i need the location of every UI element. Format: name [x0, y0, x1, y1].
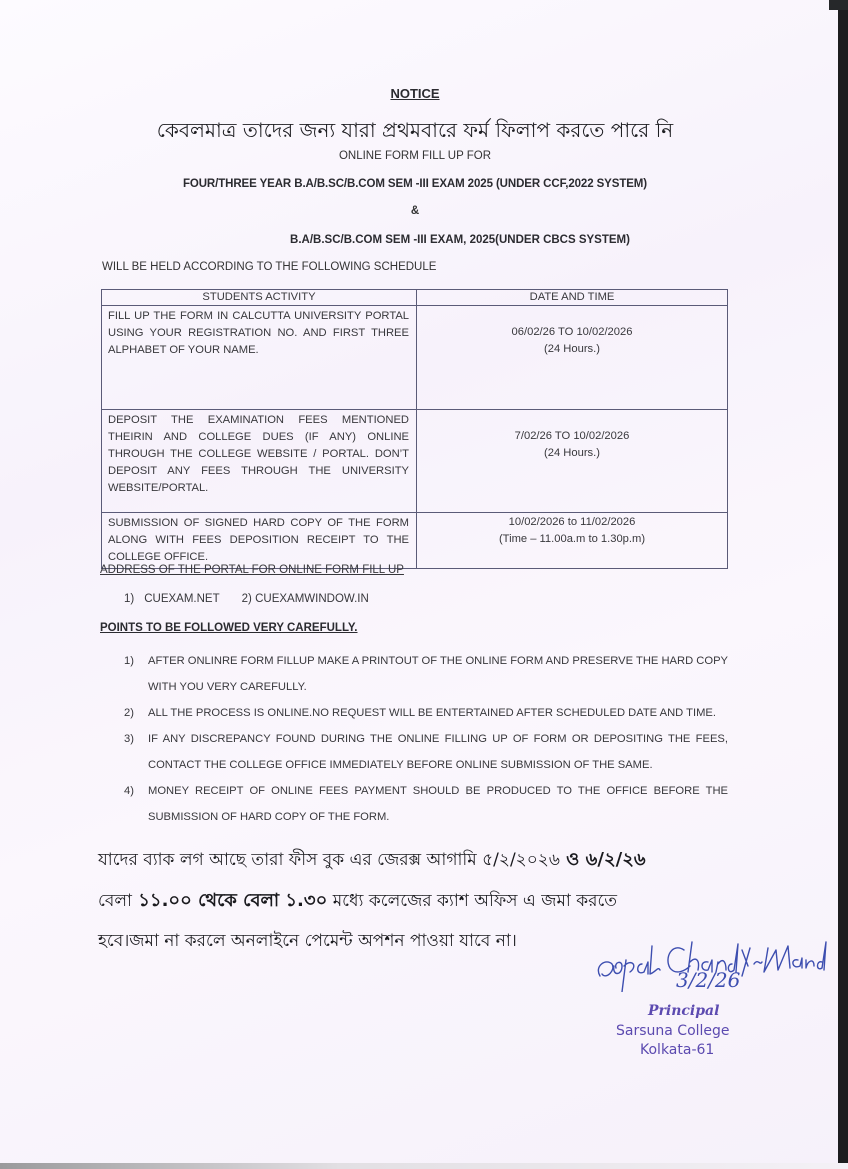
signature-date: 3/2/26	[676, 968, 741, 992]
list-item	[124, 700, 728, 726]
schedule-table	[101, 289, 728, 569]
time-note: (24 Hours.)	[544, 447, 600, 459]
table-row	[102, 410, 728, 513]
stamp-place: Kolkata-61	[640, 1042, 715, 1058]
portal-link-cuexamwindow[interactable]: CUEXAMWINDOW.IN	[255, 593, 369, 605]
portal-number: 1)	[124, 593, 135, 605]
portal-list	[124, 593, 369, 605]
stamp-title: Principal	[648, 1003, 720, 1019]
points-list	[124, 648, 728, 830]
activity-cell: FILL UP THE FORM IN CALCUTTA UNIVERSITY PORTAL USING YOUR REGISTRATION NO. AND FIRST THREE ALPHABET OF YOUR NAME.	[102, 306, 417, 410]
date-range: 06/02/26 TO 10/02/2026	[511, 326, 633, 338]
column-header-activity: STUDENTS ACTIVITY	[102, 290, 417, 306]
portal-heading: ADDRESS OF THE PORTAL FOR ONLINE FORM FILL UP	[100, 564, 404, 576]
bengali-note-dates: ও ৬/২/২৬	[559, 849, 646, 870]
table-header-row	[102, 290, 728, 306]
schedule-intro: WILL BE HELD ACCORDING TO THE FOLLOWING SCHEDULE	[102, 261, 437, 273]
item-number: 3)	[124, 733, 134, 745]
bengali-note-text: মধ্যে কলেজের ক্যাশ অফিস এ জমা করতে	[327, 891, 618, 911]
bengali-note-text: যাদের ব্যাক লগ আছে তারা ফীস বুক এর জেরক্স আগামি ৫/২/২০২৬	[98, 850, 560, 870]
item-text: AFTER ONLINRE FORM FILLUP MAKE A PRINTOUT OF THE ONLINE FORM AND PRESERVE THE HARD COPY WITH YOU VERY CAREFULLY.	[148, 655, 728, 693]
points-heading: POINTS TO BE FOLLOWED VERY CAREFULLY.	[100, 622, 358, 634]
bengali-note-times: ১১.০০ থেকে বেলা ১.৩০	[131, 890, 328, 911]
time-note: (24 Hours.)	[544, 343, 600, 355]
bengali-note-line-2	[98, 886, 738, 917]
activity-cell: SUBMISSION OF SIGNED HARD COPY OF THE FORM ALONG WITH FEES DEPOSITION RECEIPT TO THE COLLEGE OFFICE.	[102, 513, 417, 569]
notice-heading: NOTICE	[390, 86, 440, 101]
list-item	[124, 778, 728, 830]
stamp-college: Sarsuna College	[616, 1023, 730, 1039]
item-number: 4)	[124, 785, 134, 797]
table-row	[102, 513, 728, 569]
bengali-note-line-1	[98, 845, 738, 876]
date-range: 10/02/2026 to 11/02/2026	[508, 516, 636, 528]
item-number: 1)	[124, 655, 134, 667]
list-item	[124, 726, 728, 778]
scan-edge-top	[829, 0, 848, 10]
list-item	[124, 648, 728, 700]
notice-subtitle: ONLINE FORM FILL UP FOR	[338, 150, 492, 162]
date-cell	[417, 410, 728, 513]
scan-edge-right	[838, 10, 848, 1169]
scan-edge-bottom	[0, 1163, 848, 1169]
column-header-date: DATE AND TIME	[417, 290, 728, 306]
exam-line-cbcs: B.A/B.SC/B.COM SEM -III EXAM, 2025(UNDER CBCS SYSTEM)	[290, 234, 630, 246]
ampersand: &	[410, 205, 420, 217]
bengali-note-text: হবে।জমা না করলে অনলাইনে পেমেন্ট অপশন পাওয়া যাবে না।	[98, 931, 517, 951]
item-text: ALL THE PROCESS IS ONLINE.NO REQUEST WILL BE ENTERTAINED AFTER SCHEDULED DATE AND TIME.	[148, 707, 716, 719]
portal-link-cuexam-net[interactable]: CUEXAM.NET	[144, 593, 220, 605]
activity-cell: DEPOSIT THE EXAMINATION FEES MENTIONED THEIRIN AND COLLEGE DUES (IF ANY) ONLINE THROUGH THE COLLEGE WEBSITE / PORTAL. DON’T DEPOSIT ANY FEES THROUGH THE UNIVERSITY WEBSITE/PORTAL.	[102, 410, 417, 513]
bengali-title: কেবলমাত্র তাদের জন্য যারা প্রথমবারে ফর্ম ফিলাপ করতে পারে নি	[156, 118, 674, 142]
bengali-note-text: বেলা	[98, 891, 132, 911]
date-cell	[417, 306, 728, 410]
date-cell	[417, 513, 728, 569]
table-row	[102, 306, 728, 410]
exam-line-ccf: FOUR/THREE YEAR B.A/B.SC/B.COM SEM -III EXAM 2025 (UNDER CCF,2022 SYSTEM)	[182, 178, 648, 190]
time-note: (Time – 11.00a.m to 1.30p.m)	[498, 533, 646, 545]
date-range: 7/02/26 TO 10/02/2026	[514, 430, 630, 442]
item-number: 2)	[124, 707, 134, 719]
item-text: MONEY RECEIPT OF ONLINE FEES PAYMENT SHOULD BE PRODUCED TO THE OFFICE BEFORE THE SUBMISSION OF HARD COPY OF THE FORM.	[148, 785, 728, 823]
item-text: IF ANY DISCREPANCY FOUND DURING THE ONLINE FILLING UP OF FORM OR DEPOSITING THE FEES, CONTACT THE COLLEGE OFFICE IMMEDIATELY BEFORE ONLINE SUBMISSION OF THE SAME.	[148, 733, 728, 771]
portal-number: 2)	[241, 593, 252, 605]
